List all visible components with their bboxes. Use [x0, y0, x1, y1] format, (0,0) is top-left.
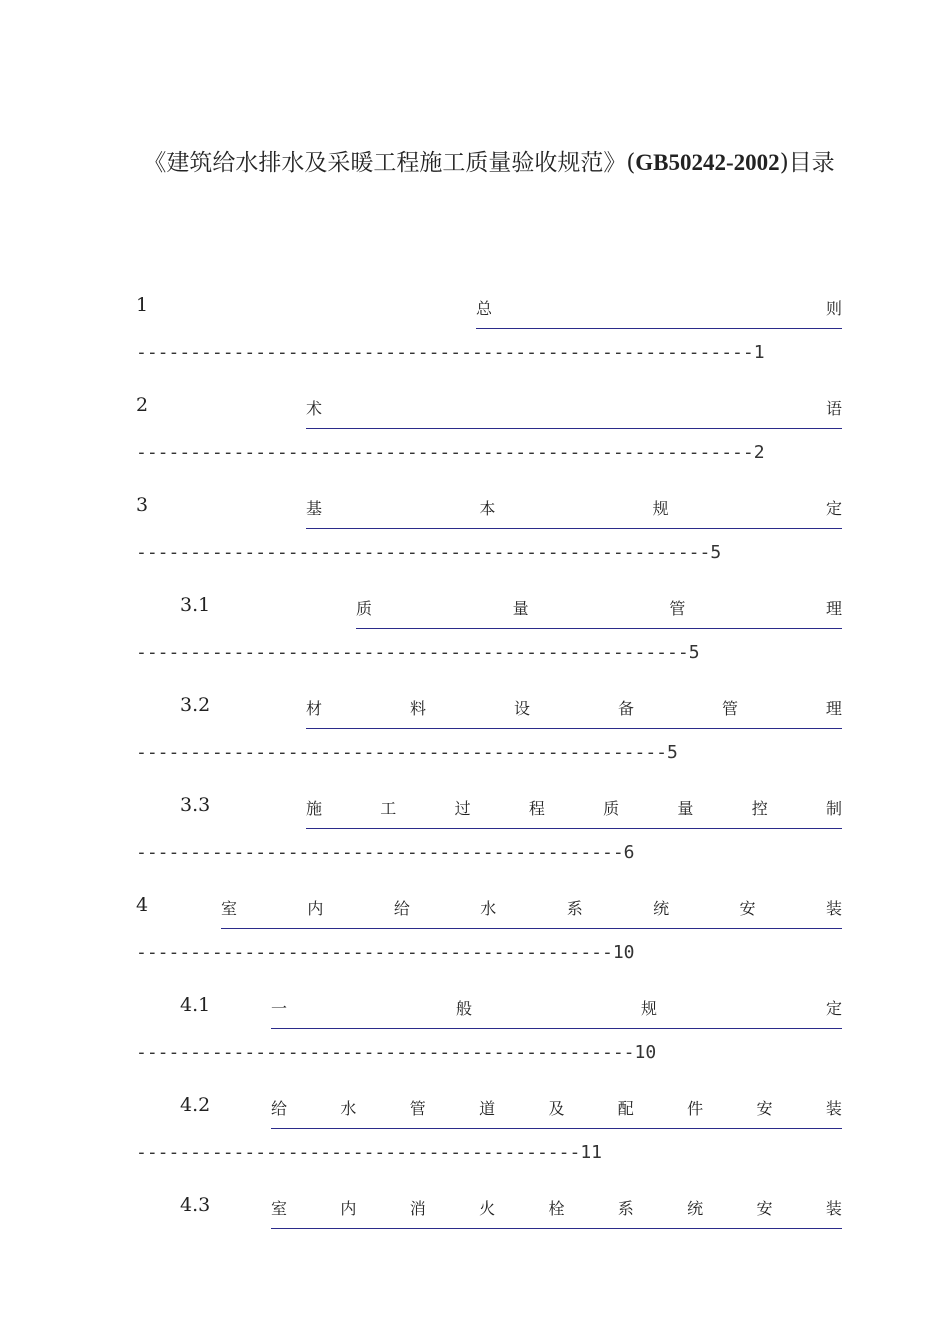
toc-title-char: 道 [479, 1098, 496, 1118]
toc-title-char: 系 [566, 898, 583, 918]
toc-title-char: 火 [479, 1198, 496, 1218]
toc-leader-line [136, 442, 765, 463]
page-number: 11 [580, 1142, 603, 1163]
leader-dashes: -------------------------------------------- [136, 942, 613, 963]
leader-dashes: ------------------------------------------------- [136, 742, 668, 763]
leader-dashes: --------------------------------------------------- [136, 642, 689, 663]
toc-entry-number: 4.3 [180, 1194, 211, 1216]
toc-entry[interactable] [136, 382, 842, 482]
toc-title-char: 则 [825, 298, 842, 318]
toc-title-char: 内 [340, 1198, 357, 1218]
leader-dashes: ----------------------------------------------------- [136, 542, 711, 563]
toc-title-char: 基 [306, 498, 323, 518]
toc-title-char: 定 [825, 998, 842, 1018]
table-of-contents [136, 282, 842, 1282]
toc-title-char: 管 [669, 598, 686, 618]
toc-entry-number: 1 [136, 294, 149, 316]
toc-title-char: 材 [306, 698, 323, 718]
toc-title-char: 统 [687, 1198, 704, 1218]
toc-title-char: 室 [221, 898, 238, 918]
toc-entry-number: 4 [136, 894, 149, 916]
toc-leader-line [136, 1142, 602, 1163]
toc-entry-title[interactable] [271, 992, 842, 1029]
toc-entry-title[interactable] [306, 692, 842, 729]
leader-dashes: ----------------------------------------- [136, 1142, 581, 1163]
toc-title-char: 质 [356, 598, 373, 618]
toc-title-char: 规 [640, 998, 657, 1018]
toc-entry[interactable] [136, 1082, 842, 1182]
toc-entry-number: 3.2 [180, 694, 211, 716]
toc-leader-line [136, 542, 721, 563]
toc-title-char: 设 [513, 698, 530, 718]
toc-title-char: 室 [271, 1198, 288, 1218]
toc-title-char: 规 [652, 498, 669, 518]
toc-entry-number: 2 [136, 394, 149, 416]
toc-leader-line [136, 342, 765, 363]
toc-title-char: 施 [306, 798, 323, 818]
toc-leader-line [136, 942, 635, 963]
page-number: 6 [623, 842, 635, 863]
toc-title-char: 水 [340, 1098, 357, 1118]
page-number: 5 [710, 542, 722, 563]
toc-entry-title[interactable] [221, 892, 842, 929]
toc-title-char: 水 [480, 898, 497, 918]
leader-dashes: ---------------------------------------------- [136, 1042, 635, 1063]
toc-title-char: 件 [687, 1098, 704, 1118]
standard-code: GB50242-2002 [635, 150, 780, 175]
toc-entry-title[interactable] [306, 492, 842, 529]
toc-title-char: 控 [751, 798, 768, 818]
toc-title-char: 给 [393, 898, 410, 918]
toc-title-char: 统 [653, 898, 670, 918]
toc-title-char: 管 [409, 1098, 426, 1118]
toc-title-char: 及 [548, 1098, 565, 1118]
leader-dashes: --------------------------------------------- [136, 842, 624, 863]
title-suffix: )目录 [779, 150, 835, 176]
toc-title-char: 内 [307, 898, 324, 918]
toc-title-char: 过 [454, 798, 471, 818]
leader-dashes: --------------------------------------------------------- [136, 342, 754, 363]
toc-leader-line [136, 842, 635, 863]
toc-entry[interactable] [136, 482, 842, 582]
toc-entry[interactable] [136, 1182, 842, 1282]
page-number: 10 [634, 1042, 657, 1063]
toc-title-char: 量 [677, 798, 694, 818]
toc-entry-number: 3.3 [180, 794, 211, 816]
document-title [136, 138, 842, 188]
toc-title-char: 备 [617, 698, 634, 718]
toc-title-char: 般 [455, 998, 472, 1018]
toc-entry-title[interactable] [271, 1192, 842, 1229]
toc-title-char: 术 [306, 398, 323, 418]
toc-title-char: 安 [756, 1198, 773, 1218]
toc-leader-line [136, 1042, 656, 1063]
toc-title-char: 安 [756, 1098, 773, 1118]
toc-entry[interactable] [136, 282, 842, 382]
toc-leader-line [136, 642, 700, 663]
toc-entry-title[interactable] [356, 592, 842, 629]
toc-entry-title[interactable] [271, 1092, 842, 1129]
toc-title-char: 质 [603, 798, 620, 818]
toc-title-char: 量 [512, 598, 529, 618]
toc-title-char: 装 [825, 1098, 842, 1118]
page-number: 1 [753, 342, 765, 363]
toc-title-char: 制 [825, 798, 842, 818]
toc-title-char: 消 [409, 1198, 426, 1218]
leader-dashes: --------------------------------------------------------- [136, 442, 754, 463]
toc-title-char: 语 [825, 398, 842, 418]
toc-title-char: 理 [825, 698, 842, 718]
toc-title-char: 管 [721, 698, 738, 718]
toc-title-char: 程 [528, 798, 545, 818]
page-number: 10 [612, 942, 635, 963]
toc-title-char: 安 [739, 898, 756, 918]
page-number: 5 [667, 742, 678, 763]
toc-entry-number: 4.1 [180, 994, 211, 1016]
toc-title-char: 系 [617, 1198, 634, 1218]
toc-entry-number: 4.2 [180, 1094, 211, 1116]
toc-title-char: 配 [617, 1098, 634, 1118]
toc-entry-title[interactable] [306, 392, 842, 429]
toc-title-char: 栓 [548, 1198, 565, 1218]
toc-entry[interactable] [136, 782, 842, 882]
toc-entry[interactable] [136, 882, 842, 982]
toc-title-char: 装 [825, 1198, 842, 1218]
toc-title-char: 总 [476, 298, 493, 318]
page-number: 2 [753, 442, 765, 463]
page-number: 5 [688, 642, 700, 663]
toc-title-char: 理 [825, 598, 842, 618]
toc-title-char: 给 [271, 1098, 288, 1118]
toc-title-char: 工 [380, 798, 397, 818]
toc-entry[interactable] [136, 682, 842, 782]
title-text: 《建筑给水排水及采暖工程施工质量验收规范》( [143, 150, 636, 176]
toc-title-char: 一 [271, 998, 288, 1018]
toc-entry-number: 3 [136, 494, 149, 516]
toc-title-char: 本 [479, 498, 496, 518]
toc-entry[interactable] [136, 982, 842, 1082]
toc-entry-number: 3.1 [180, 594, 211, 616]
toc-title-char: 装 [825, 898, 842, 918]
toc-entry-title[interactable] [306, 792, 842, 829]
toc-entry-title[interactable] [476, 292, 842, 329]
toc-title-char: 定 [825, 498, 842, 518]
toc-leader-line [136, 742, 678, 763]
toc-title-char: 料 [409, 698, 426, 718]
toc-entry[interactable] [136, 582, 842, 682]
